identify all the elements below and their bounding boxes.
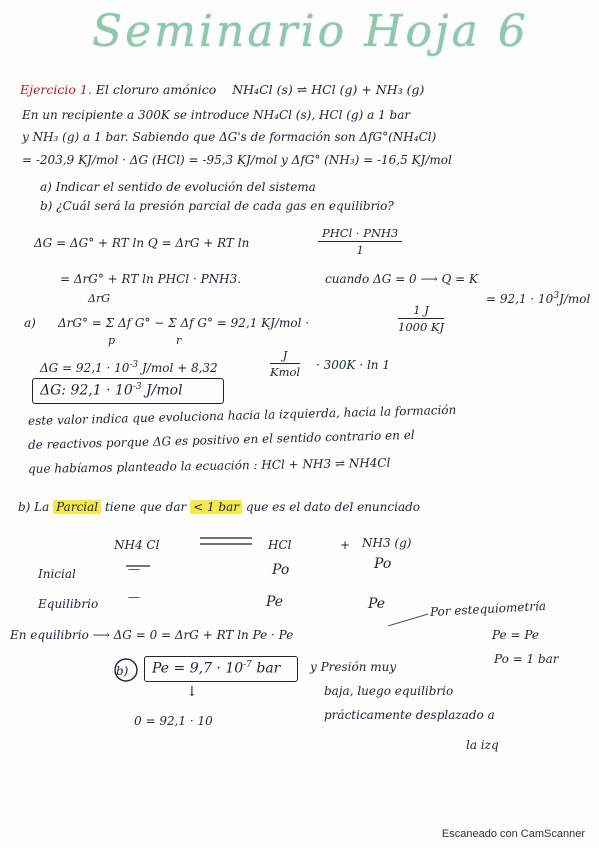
boxed-pe-exponent: -7: [243, 660, 252, 670]
statement-line-3: = -203,9 KJ/mol · ΔG (HCl) = -95,3 KJ/mol y ΔfG° (NH₃) = -16,5 KJ/mol: [22, 153, 452, 167]
down-arrow-icon: ↓: [186, 684, 198, 700]
part-a-result-unit: J/mol: [559, 292, 591, 306]
highlight-parcial: Parcial: [53, 500, 101, 514]
highlight-less-than-1-bar: < 1 bar: [190, 500, 242, 514]
delta-g-rest: J/mol + 8,32: [141, 361, 218, 375]
stoichiometry-eq-2: Po = 1 bar: [494, 652, 559, 666]
row-equilibrio-nh3: Pe: [368, 596, 386, 612]
part-a-result-exponent: 3: [553, 291, 560, 301]
delta-g-value: ΔG = 92,1 · 10: [40, 361, 130, 375]
part-b-mid: tiene que dar: [104, 500, 187, 514]
row-inicial-hcl: Po: [272, 562, 290, 578]
zero-line: 0 = 92,1 · 10: [134, 714, 213, 728]
equation-gibbs: ΔG = ΔG° + RT ln Q = ΔrG + RT ln: [34, 236, 250, 250]
question-a: a) Indicar el sentido de evolución del sistema: [40, 180, 316, 194]
conclusion-line-3: prácticamente desplazado a: [324, 708, 495, 722]
delta-g-exponent: -3: [129, 360, 139, 370]
table-reactant: NH4 Cl: [114, 538, 160, 552]
part-a-equation: ΔrG° = Σ Δf G° − Σ Δf G° = 92,1 KJ/mol ·: [58, 316, 310, 330]
row-equilibrio-label: Equilibrio: [38, 597, 99, 611]
stoichiometry-eq-1: Pe = Pe: [492, 628, 539, 642]
boxed-delta-g-unit: J/mol: [146, 382, 183, 399]
row-inicial-label: Inicial: [38, 567, 76, 581]
statement-line-1: En un recipiente a 300K se introduce NH₄Cl (s), HCl (g) a 1 bar: [22, 108, 411, 122]
delta-g-tail: · 300K · ln 1: [316, 358, 390, 372]
exercise-intro: El cloruro amónico: [95, 82, 217, 97]
table-plus: +: [340, 538, 351, 552]
fraction-numerator: PHCl · PNH3: [318, 226, 402, 242]
part-b-label: b) La: [18, 500, 50, 514]
explanation-line-3: que habíamos planteado la ecuación : HCl + NH3 ⇌ NH4Cl: [27, 455, 391, 476]
boxed-pe-unit: bar: [256, 660, 281, 677]
explanation-line-2: de reactivos porque ΔG es positivo en el sentido contrario en el: [27, 427, 415, 452]
boxed-delta-g-value: ΔG: 92,1 · 10: [40, 382, 133, 399]
boxed-delta-g-exponent: -3: [132, 382, 142, 392]
sum-index-reactants: r: [176, 334, 182, 347]
boxed-pe-value: Pe = 9,7 · 10: [152, 660, 244, 677]
conclusion-line-1: y Presión muy: [310, 660, 397, 674]
row-inicial-dash: —: [128, 562, 140, 576]
statement-line-2: y NH₃ (g) a 1 bar. Sabiendo que ΔG's de formación son ΔfG°(NH₄Cl): [22, 130, 437, 144]
explanation-line-1: este valor indica que evoluciona hacia la izquierda, hacia la formación: [27, 402, 457, 428]
sum-index-products: p: [108, 334, 116, 347]
fraction-numerator: J: [270, 348, 300, 364]
fraction-denominator: 1000 KJ: [398, 320, 445, 334]
equilibrium-equation: En equilibrio ⟶ ΔG = 0 = ΔrG + RT ln Pe · Pe: [10, 628, 294, 642]
page-title: Seminario Hoja 6: [92, 6, 529, 57]
exercise-reaction: NH₄Cl (s) ⇌ HCl (g) + NH₃ (g): [232, 82, 425, 97]
fraction-numerator: 1 J: [398, 303, 444, 319]
conclusion-line-2: baja, luego equilibrio: [324, 684, 454, 698]
circle-mark-icon: [115, 659, 137, 681]
circled-label: b): [116, 664, 129, 678]
equation-underbrace-label: ΔrG: [88, 292, 110, 305]
equation-gibbs-2: = ΔrG° + RT ln PHCl · PNH3.: [60, 272, 242, 286]
question-b: b) ¿Cuál será la presión parcial de cada gas en equilibrio?: [40, 199, 394, 213]
row-inicial-nh3: Po: [374, 556, 392, 572]
part-b-end: que es el dato del enunciado: [245, 500, 421, 514]
conclusion-line-4: la izq: [466, 738, 499, 752]
scanner-footer: Escaneado con CamScanner: [441, 828, 585, 840]
table-product-2: NH3 (g): [362, 536, 412, 550]
table-product-1: HCl: [268, 538, 292, 552]
exercise-label: Ejercicio 1.: [20, 82, 92, 97]
equation-condition: cuando ΔG = 0 ⟶ Q = K: [325, 272, 478, 286]
row-equilibrio-dash: —: [128, 590, 140, 604]
row-equilibrio-hcl: Pe: [266, 594, 284, 610]
stoichiometry-note: Por estequiometría: [429, 598, 547, 619]
fraction-denominator: Kmol: [270, 365, 301, 379]
part-a-label: a): [24, 316, 36, 330]
part-a-result-value: = 92,1 · 10: [486, 292, 554, 306]
fraction-denominator: 1: [356, 243, 364, 257]
note-pointer-line: [388, 614, 428, 626]
